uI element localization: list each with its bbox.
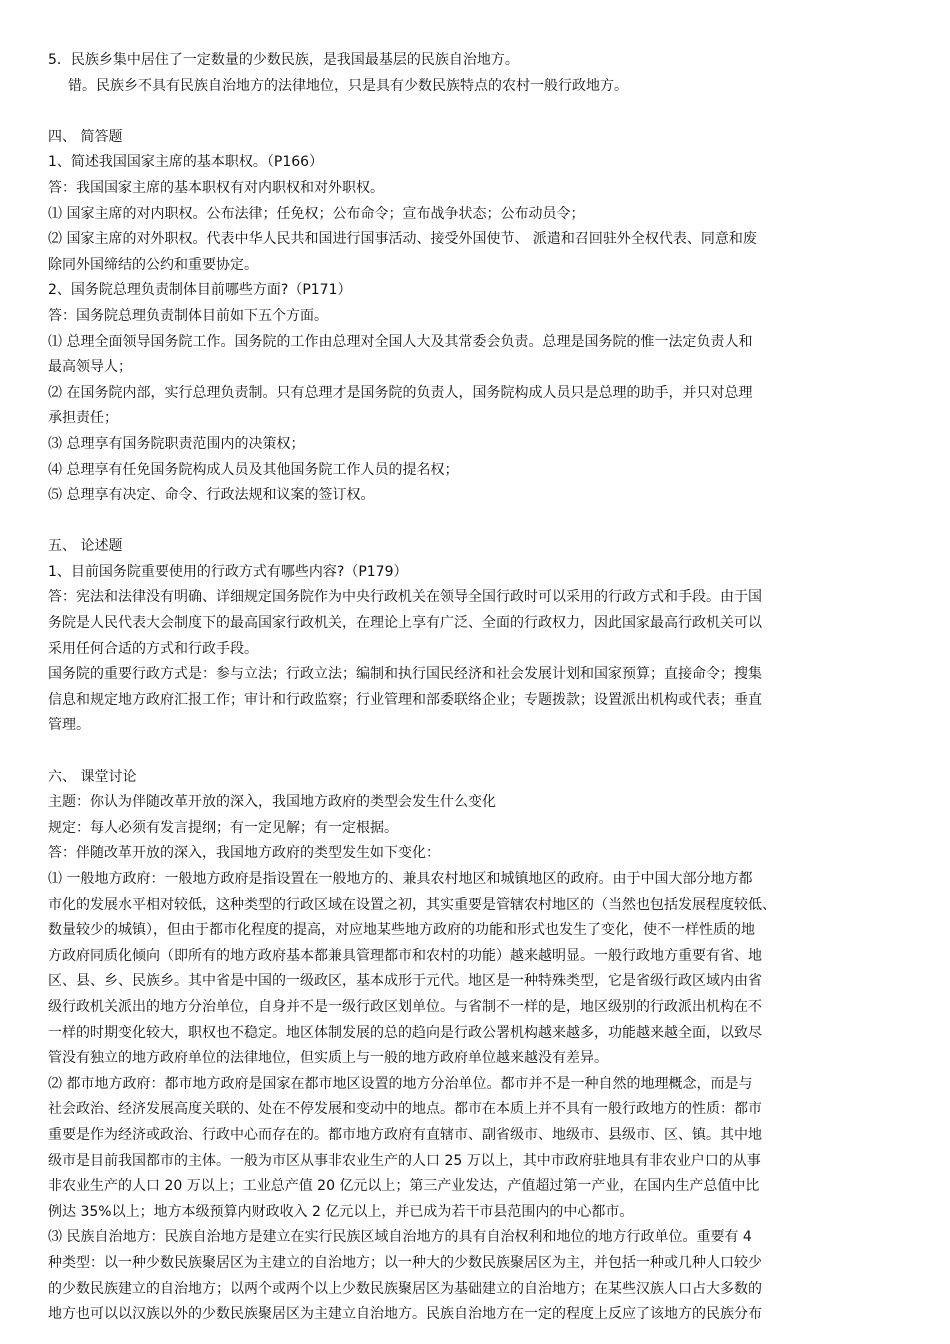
text-line: 市化的发展水平相对较低，这种类型的行政区域在设置之初，其实重要是管辖农村地区的（当然也包括发展程度较低、 [48,896,776,913]
text-line: 重要是作为经济或政治、行政中心而存在的。都市地方政府有直辖市、副省级市、地级市、县级市、区、镇。其中地 [48,1126,762,1143]
text-line: 种类型：以一种少数民族聚居区为主建立的自治地方；以一种大的少数民族聚居区为主，并包括一种或几种人口较少 [48,1254,762,1271]
text-line: 六、 课堂讨论 [48,768,137,785]
text-line: ⑴ 总理全面领导国务院工作。国务院的工作由总理对全国人大及其常委会负责。总理是国务院的惟一法定负责人和 [48,333,753,350]
text-line: ⑵ 在国务院内部，实行总理负责制。只有总理才是国务院的负责人，国务院构成人员只是总理的助手，并只对总理 [48,384,753,401]
text-line: 2、国务院总理负责制体目前哪些方面?（P171） [48,282,352,299]
text-line: 最高领导人； [48,359,132,376]
text-line: 社会政治、经济发展高度关联的、处在不停发展和变动中的地点。都市在本质上并不具有一般行政地方的性质：都市 [48,1101,762,1118]
text-line: ⑶ 总理享有国务院职责范围内的决策权； [48,435,305,452]
text-line: 答：我国国家主席的基本职权有对内职权和对外职权。 [48,179,384,196]
document-body [48,48,908,1328]
blank-line [48,99,908,125]
text-line: 答：伴随改革开放的深入，我国地方政府的类型发生如下变化： [48,845,440,862]
text-line: 方政府同质化倾向（即所有的地方政府基本都兼具管理都市和农村的功能）越来越明显。一般行政地方重要有省、地 [48,947,762,964]
text-line: 五、 论述题 [48,538,123,555]
text-line: 国务院的重要行政方式是：参与立法；行政立法；编制和执行国民经济和社会发展计划和国家预算；直接命令；搜集 [48,666,762,683]
text-line: ⑴ 一般地方政府：一般地方政府是指设置在一般地方的、兼具农村地区和城镇地区的政府。由于中国大部分地方都 [48,871,753,887]
text-line: 1、目前国务院重要使用的行政方式有哪些内容?（P179） [48,563,408,580]
text-line: ⑵ 都市地方政府：都市地方政府是国家在都市地区设置的地方分治单位。都市并不是一种自然的地理概念，而是与 [48,1075,753,1092]
text-line: 错。民族乡不具有民族自治地方的法律地位，只是具有少数民族特点的农村一般行政地方。 [68,77,628,94]
text-line: 的少数民族建立的自治地方；以两个或两个以上少数民族聚居区为基础建立的自治地方；在某些汉族人口占大多数的 [48,1280,762,1297]
text-line: 级市是目前我国都市的主体。一般为市区从事非农业生产的人口 25 万以上，其中市政府驻地具有非农业户口的从事 [48,1152,761,1169]
text-line: 管理。 [48,717,90,734]
text-line: ⑴ 国家主席的对内职权。公布法律；任免权；公布命令；宣布战争状态；公布动员令； [48,205,585,222]
text-line: 非农业生产的人口 20 万以上；工业总产值 20 亿元以上；第三产业发达，产值超过第一产业，在国内生产总值中比 [48,1178,760,1195]
text-line: ⑵ 国家主席的对外职权。代表中华人民共和国进行国事活动、接受外国使节、 派遣和召回驻外全权代表、同意和废 [48,231,757,248]
text-line: 四、 简答题 [48,128,123,145]
text-line: 管没有独立的地方政府单位的法律地位，但实质上与一般的地方政府单位越来越没有差异。 [48,1050,608,1067]
text-line: ⑸ 总理享有决定、命令、行政法规和议案的签订权。 [48,487,375,504]
text-line: 例达 35%以上；地方本级预算内财政收入 2 亿元以上，并已成为若干市县范围内的中心都市。 [48,1203,634,1220]
text-line: 答：宪法和法律没有明确、详细规定国务院作为中央行政机关在领导全国行政时可以采用的行政方式和手段。由于国 [48,589,762,606]
text-line: 主题：你认为伴随改革开放的深入，我国地方政府的类型会发生什么变化 [48,794,496,811]
text-line: 5．民族乡集中居住了一定数量的少数民族，是我国最基层的民族自治地方。 [48,52,519,68]
text-line: 规定：每人必须有发言提纲；有一定见解；有一定根据。 [48,819,398,836]
text-line: 务院是人民代表大会制度下的最高国家行政机关，在理论上享有广泛、全面的行政权力，因此国家最高行政机关可以 [48,615,762,632]
text-line: 1、简述我国国家主席的基本职权。（P166） [48,154,324,171]
text-line: ⑶ 民族自治地方：民族自治地方是建立在实行民族区域自治地方的具有自治权利和地位的地方行政单位。重要有 4 [48,1229,752,1246]
text-line: 地方也可以以汉族以外的少数民族聚居区为主建立自治地方。民族自治地方在一定的程度上反应了该地方的民族分布 [48,1306,762,1323]
text-line: 一样的时期变化较大，职权也不稳定。地区体制发展的总的趋向是行政公署机构越来越多，功能越来越全面，以致尽 [48,1024,762,1041]
text-line: 信息和规定地方政府汇报工作；审计和行政监察；行业管理和部委联络企业；专题拨款；设置派出机构或代表；垂直 [48,691,762,708]
text-line: 答：国务院总理负责制体目前如下五个方面。 [48,307,328,324]
text-line: 承担责任； [48,410,118,427]
blank-line [48,509,908,535]
text-line: ⑷ 总理享有任免国务院构成人员及其他国务院工作人员的提名权； [48,461,459,478]
text-line: 采用任何合适的方式和行政手段。 [48,640,258,657]
text-line: 区、县、乡、民族乡。其中省是中国的一级政区，基本成形于元代。地区是一种特殊类型，它是省级行政区域内由省 [48,973,762,990]
text-line: 除同外国缔结的公约和重要协定。 [48,256,258,273]
blank-line [48,739,908,765]
text-line: 级行政机关派出的地方分治单位，自身并不是一级行政区划单位。与省制不一样的是，地区级别的行政派出机构在不 [48,998,762,1015]
text-line: 数量较少的城镇），但由于都市化程度的提高，对应地某些地方政府的功能和形式也发生了变化，使不一样性质的地 [48,922,755,939]
